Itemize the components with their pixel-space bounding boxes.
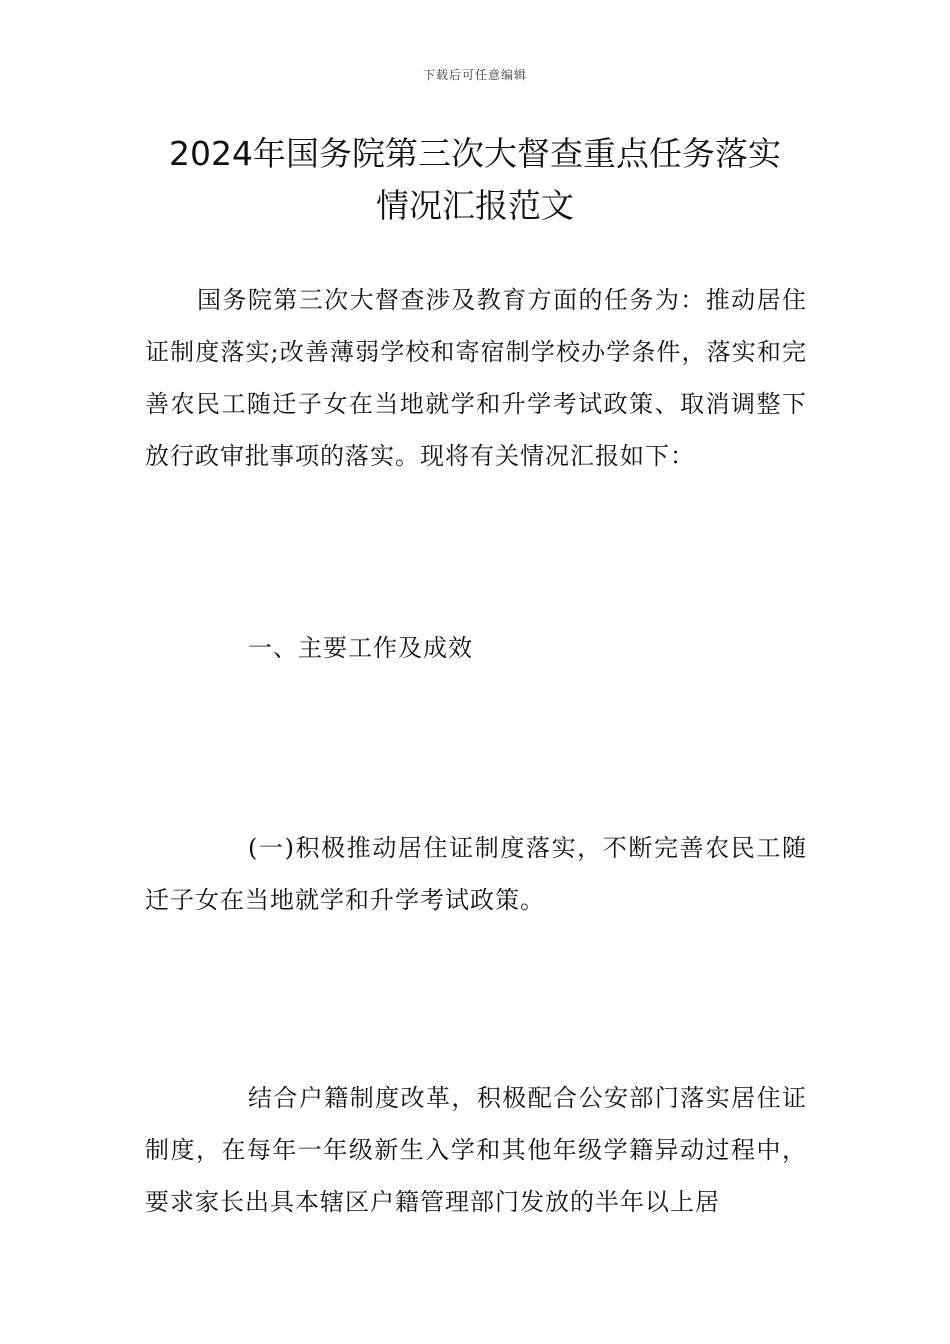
subsection-heading: (一)积极推动居住证制度落实，不断完善农民工随迁子女在当地就学和升学考试政策。 [145,834,807,914]
intro-paragraph: 国务院第三次大督查涉及教育方面的任务为：推动居住证制度落实;改善薄弱学校和寄宿制学校办学条件，落实和完善农民工随迁子女在当地就学和升学考试政策、取消调整下放行政审批事项的落实。现将有关情况汇报如下： [145,286,807,470]
document-title-line-2: 情况汇报范文 [376,186,574,225]
section-heading: 一、主要工作及成效 [248,634,473,662]
document-title-line-1: 2024年国务院第三次大督查重点任务落实 [169,134,781,173]
document-title [120,128,830,232]
body-paragraph: 结合户籍制度改革，积极配合公安部门落实居住证制度，在每年一年级新生入学和其他年级学籍异动过程中，要求家长出具本辖区户籍管理部门发放的半年以上居 [145,1084,807,1216]
page-header-note: 下载后可任意编辑 [422,68,527,82]
